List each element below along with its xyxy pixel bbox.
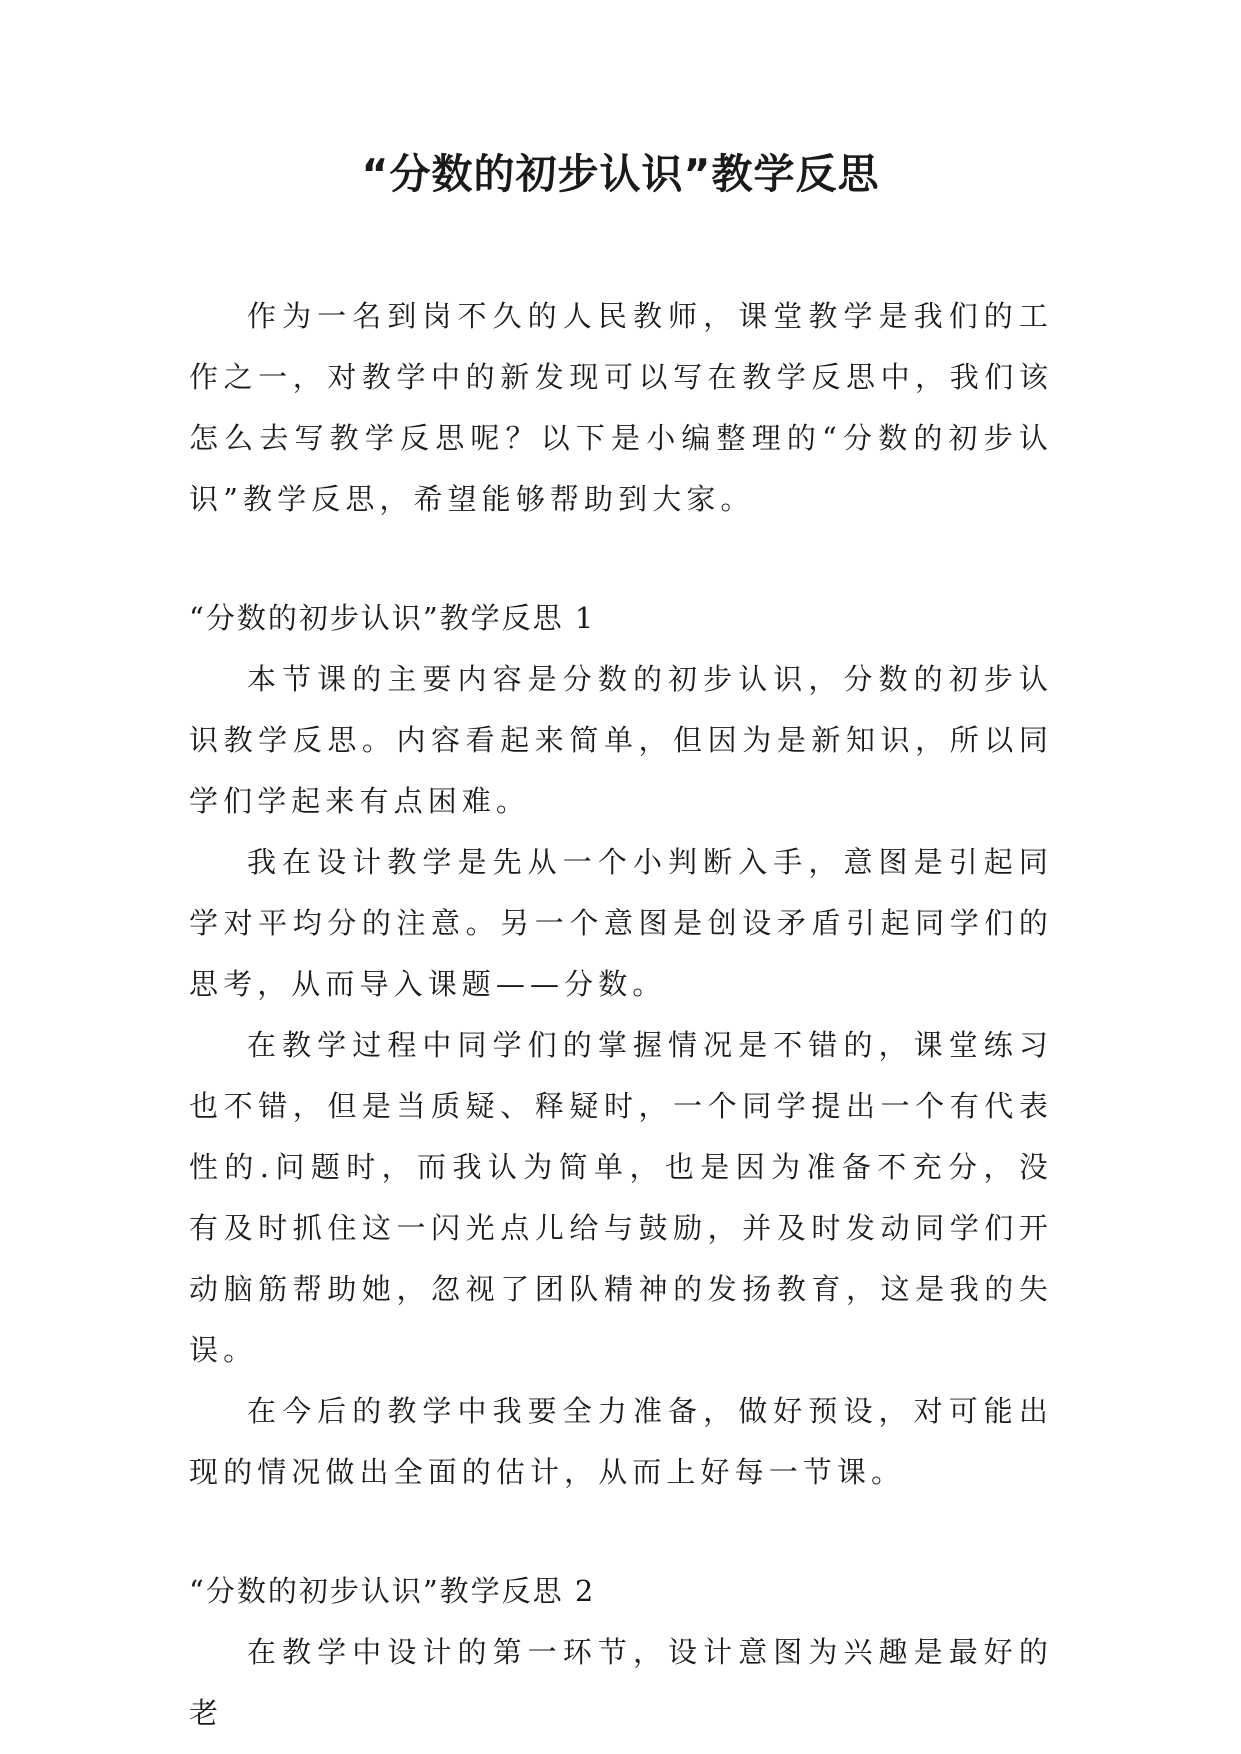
body-paragraph: 本节课的主要内容是分数的初步认识，分数的初步认识教学反思。内容看起来简单，但因为是新知识，所以同学们学起来有点困难。 <box>189 662 1053 818</box>
body-paragraph: 在今后的教学中我要全力准备，做好预设，对可能出现的情况做出全面的估计，从而上好每一节课。 <box>189 1394 1053 1489</box>
body-paragraph: 我在设计教学是先从一个小判断入手，意图是引起同学对平均分的注意。另一个意图是创设矛盾引起同学们的思考，从而导入课题——分数。 <box>189 845 1053 1001</box>
section-1 <box>189 588 1053 1503</box>
body-paragraph: 在教学中设计的第一环节，设计意图为兴趣是最好的老 <box>189 1635 1053 1730</box>
section-2 <box>189 1561 1053 1744</box>
section-heading: “分数的初步认识”教学反思 2 <box>189 1574 596 1608</box>
body-paragraph: 在教学过程中同学们的掌握情况是不错的，课堂练习也不错，但是当质疑、释疑时，一个同学提出一个有代表性的.问题时，而我认为简单，也是因为准备不充分，没有及时抓住这一闪光点儿给与鼓励，并及时发动同学们开动脑筋帮助她，忽视了团队精神的发扬教育，这是我的失误。 <box>189 1028 1053 1367</box>
section-heading: “分数的初步认识”教学反思 1 <box>189 601 596 635</box>
page-title: “分数的初步认识”教学反思 <box>361 150 880 198</box>
intro-paragraph: 作为一名到岗不久的人民教师，课堂教学是我们的工作之一，对教学中的新发现可以写在教学反思中，我们该怎么去写教学反思呢？以下是小编整理的“分数的初步认识”教学反思，希望能够帮助到大家。 <box>189 299 1053 516</box>
document-body <box>189 286 1053 1744</box>
